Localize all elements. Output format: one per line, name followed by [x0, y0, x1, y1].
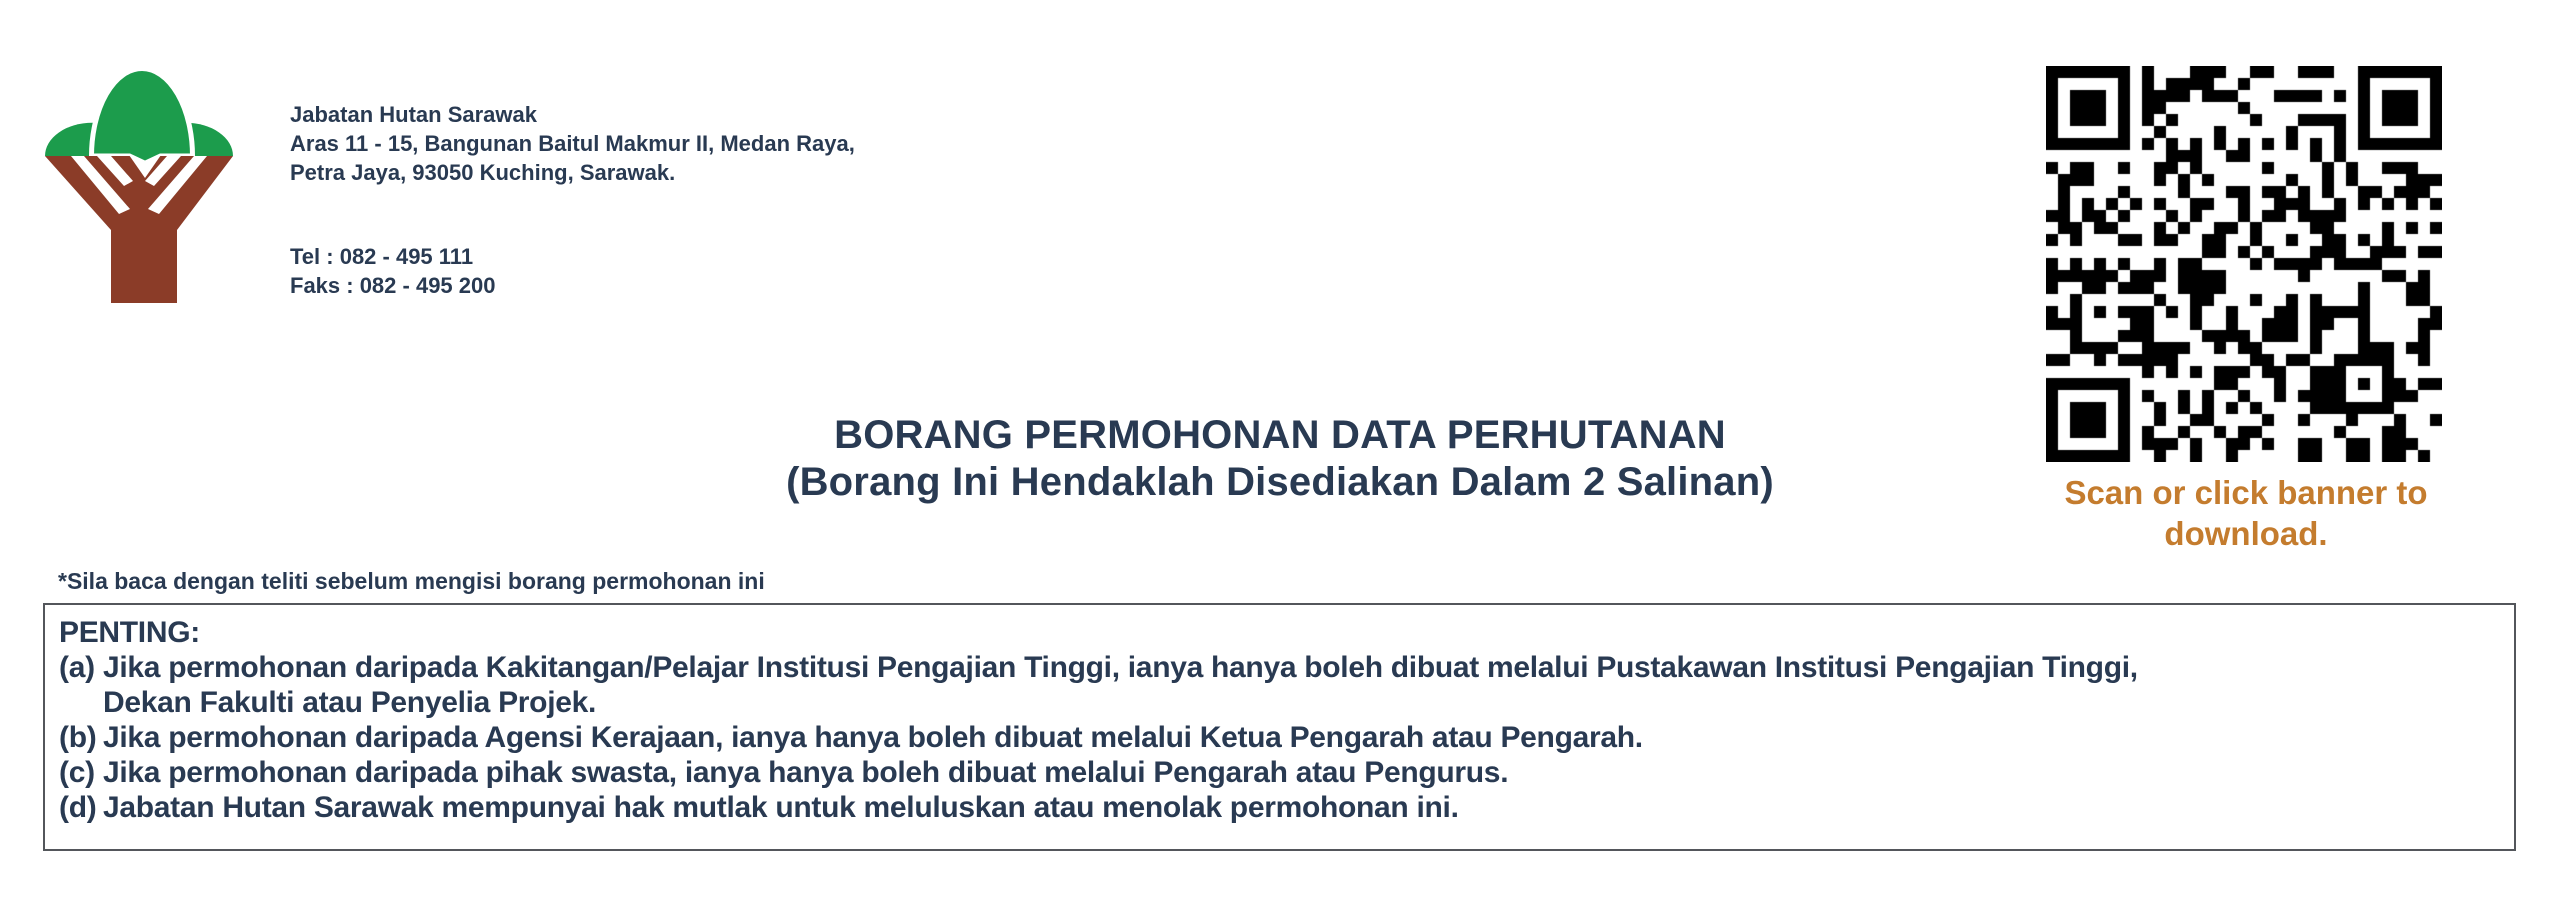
qr-caption-line-1: Scan or click banner to	[2064, 474, 2428, 511]
penting-item-d-text: Jabatan Hutan Sarawak mempunyai hak mutlak untuk meluluskan atau menolak permohonan ini.	[103, 791, 1459, 824]
read-carefully-note: *Sila baca dengan teliti sebelum mengisi borang permohonan ini	[58, 568, 765, 594]
org-address-line-1: Aras 11 - 15, Bangunan Baitul Makmur II, Medan Raya,	[290, 131, 855, 156]
penting-item-c-text: Jika permohonan daripada pihak swasta, ianya hanya boleh dibuat melalui Pengarah atau Pengurus.	[103, 756, 1509, 789]
qr-caption	[1946, 472, 2546, 554]
form-title: BORANG PERMOHONAN DATA PERHUTANAN	[834, 413, 1726, 457]
org-name: Jabatan Hutan Sarawak	[290, 102, 537, 127]
penting-item-c	[59, 755, 2500, 790]
penting-item-d-marker: (d)	[59, 791, 97, 824]
penting-item-b-text: Jika permohonan daripada Agensi Kerajaan, ianya hanya boleh dibuat melalui Ketua Pengarah atau Pengarah.	[103, 721, 1643, 754]
penting-item-b-marker: (b)	[59, 721, 97, 754]
penting-item-a-continuation: Dekan Fakulti atau Penyelia Projek.	[103, 686, 597, 719]
penting-item-a	[59, 650, 2500, 685]
penting-notice-box	[43, 603, 2516, 851]
org-contact-block	[290, 242, 495, 300]
penting-item-d	[59, 790, 2500, 825]
org-address-block	[290, 100, 855, 187]
tree-icon	[45, 68, 233, 303]
forest-department-logo	[45, 68, 233, 303]
qr-caption-line-2: download.	[2164, 515, 2328, 552]
penting-item-a-text: Jika permohonan daripada Kakitangan/Pelajar Institusi Pengajian Tinggi, ianya hanya boleh dibuat melalui Pustakawan Institusi Pengajian Tinggi,	[103, 651, 2138, 684]
penting-item-b	[59, 720, 2500, 755]
qr-code-icon[interactable]	[2046, 66, 2442, 462]
org-address-line-2: Petra Jaya, 93050 Kuching, Sarawak.	[290, 160, 676, 185]
download-qr-banner[interactable]	[2046, 66, 2442, 462]
form-subtitle: (Borang Ini Hendaklah Disediakan Dalam 2 Salinan)	[786, 460, 1774, 504]
penting-item-a-marker: (a)	[59, 651, 95, 684]
org-fax: Faks : 082 - 495 200	[290, 273, 496, 298]
org-phone: Tel : 082 - 495 111	[290, 244, 474, 269]
penting-item-c-marker: (c)	[59, 756, 95, 789]
penting-heading: PENTING:	[59, 616, 200, 649]
